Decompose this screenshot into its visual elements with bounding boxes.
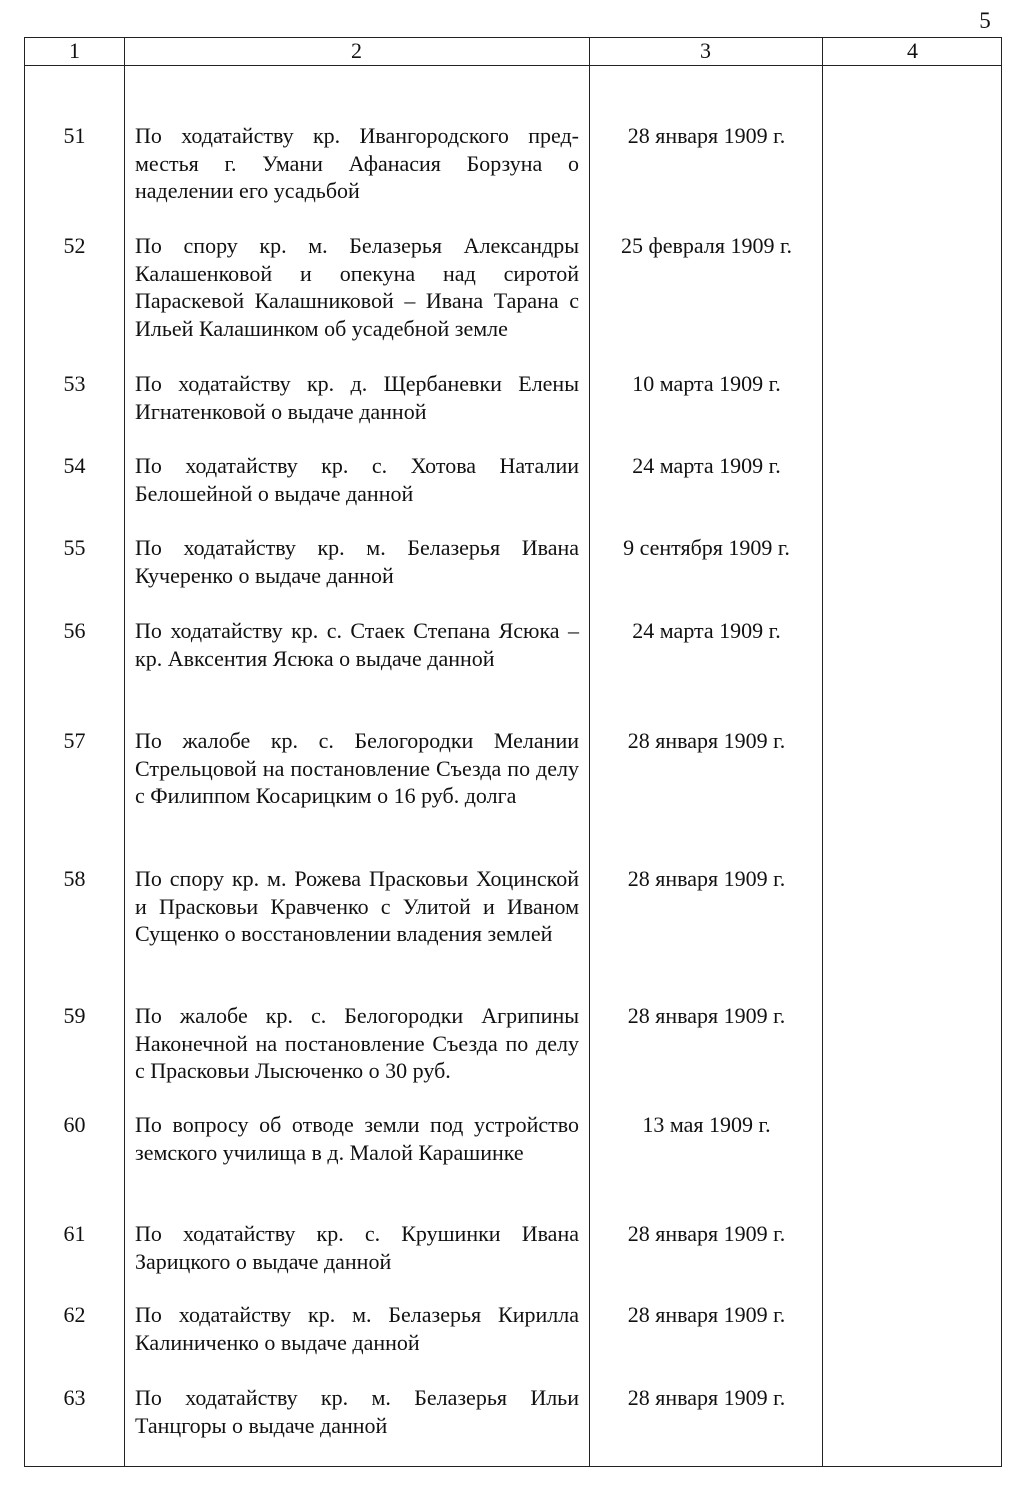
- case-description: По ходатайству кр. м. Белазерья Ивана Кучеренко о выдаче данной: [135, 535, 579, 588]
- case-date: 24 марта 1909 г.: [632, 618, 781, 643]
- column-divider: [124, 38, 125, 1466]
- row-number: 52: [63, 233, 86, 258]
- page-number: 5: [979, 8, 991, 33]
- header-divider: [25, 65, 1001, 66]
- register-table: [24, 37, 1002, 1467]
- row-number: 62: [63, 1302, 86, 1327]
- case-date: 25 февраля 1909 г.: [620, 233, 792, 258]
- case-date: 28 января 1909 г.: [627, 1302, 786, 1327]
- case-description: По жалобе кр. с. Белогородки Мелании Стрельцовой на постановление Съезда по делу с Филиппом Косарицким о 16 руб. долга: [135, 728, 579, 808]
- case-description: По ходатайству кр. с. Крушинки Ивана Зарицкого о выдаче данной: [135, 1221, 579, 1274]
- case-date: 24 марта 1909 г.: [632, 453, 781, 478]
- row-number: 53: [63, 371, 86, 396]
- row-number: 63: [63, 1385, 86, 1410]
- case-date: 28 января 1909 г.: [627, 1385, 786, 1410]
- case-description: По вопросу об отводе земли под устройство земского училища в д. Малой Карашинке: [135, 1112, 579, 1165]
- case-date: 10 марта 1909 г.: [632, 371, 781, 396]
- case-date: 28 января 1909 г.: [627, 728, 786, 753]
- case-description: По ходатайству кр. м. Белазерья Кирилла Калиниченко о выдаче данной: [135, 1302, 579, 1355]
- column-header-4: 4: [907, 38, 918, 63]
- row-number: 57: [63, 728, 86, 753]
- case-description: По ходатайству кр. с. Хотова Наталии Белошейной о выдаче данной: [135, 453, 579, 506]
- case-date: 28 января 1909 г.: [627, 1003, 786, 1028]
- case-date: 28 января 1909 г.: [627, 1221, 786, 1246]
- case-description: По ходатайству кр. м. Белазерья Ильи Танцгоры о выдаче данной: [135, 1385, 579, 1438]
- column-header-2: 2: [351, 38, 362, 63]
- case-date: 28 января 1909 г.: [627, 123, 786, 148]
- case-description: По спору кр. м. Белазерья Александры Калашенковой и опекуна над сиротой Параскевой Калашниковой – Ивана Тарана с Ильей Калашинком об усадебной земле: [135, 233, 579, 341]
- row-number: 54: [63, 453, 86, 478]
- case-description: По ходатайству кр. д. Щербаневки Елены Игнатенковой о выдаче данной: [135, 371, 579, 424]
- column-header-1: 1: [69, 38, 80, 63]
- row-number: 60: [63, 1112, 86, 1137]
- case-description: По спору кр. м. Рожева Прасковьи Хоцинской и Прасковьи Кравченко с Улитой и Иваном Сущенко о восстановлении владения землей: [135, 866, 579, 946]
- row-number: 61: [63, 1221, 86, 1246]
- case-description: По ходатайству кр. Ивангородского предместья г. Умани Афанасия Борзуна о наделении его усадьбой: [135, 123, 579, 203]
- case-date: 13 мая 1909 г.: [642, 1112, 771, 1137]
- case-date: 28 января 1909 г.: [627, 866, 786, 891]
- row-number: 58: [63, 866, 86, 891]
- row-number: 56: [63, 618, 86, 643]
- column-header-3: 3: [700, 38, 711, 63]
- case-date: 9 сентября 1909 г.: [623, 535, 790, 560]
- case-description: По жалобе кр. с. Белогородки Агрипины Наконечной на постановление Съезда по делу с Прасковьи Лысюченко о 30 руб.: [135, 1003, 579, 1083]
- row-number: 59: [63, 1003, 86, 1028]
- case-description: По ходатайству кр. с. Стаек Степана Ясюка – кр. Авксентия Ясюка о выдаче данной: [135, 618, 579, 671]
- row-number: 55: [63, 535, 86, 560]
- row-number: 51: [63, 123, 86, 148]
